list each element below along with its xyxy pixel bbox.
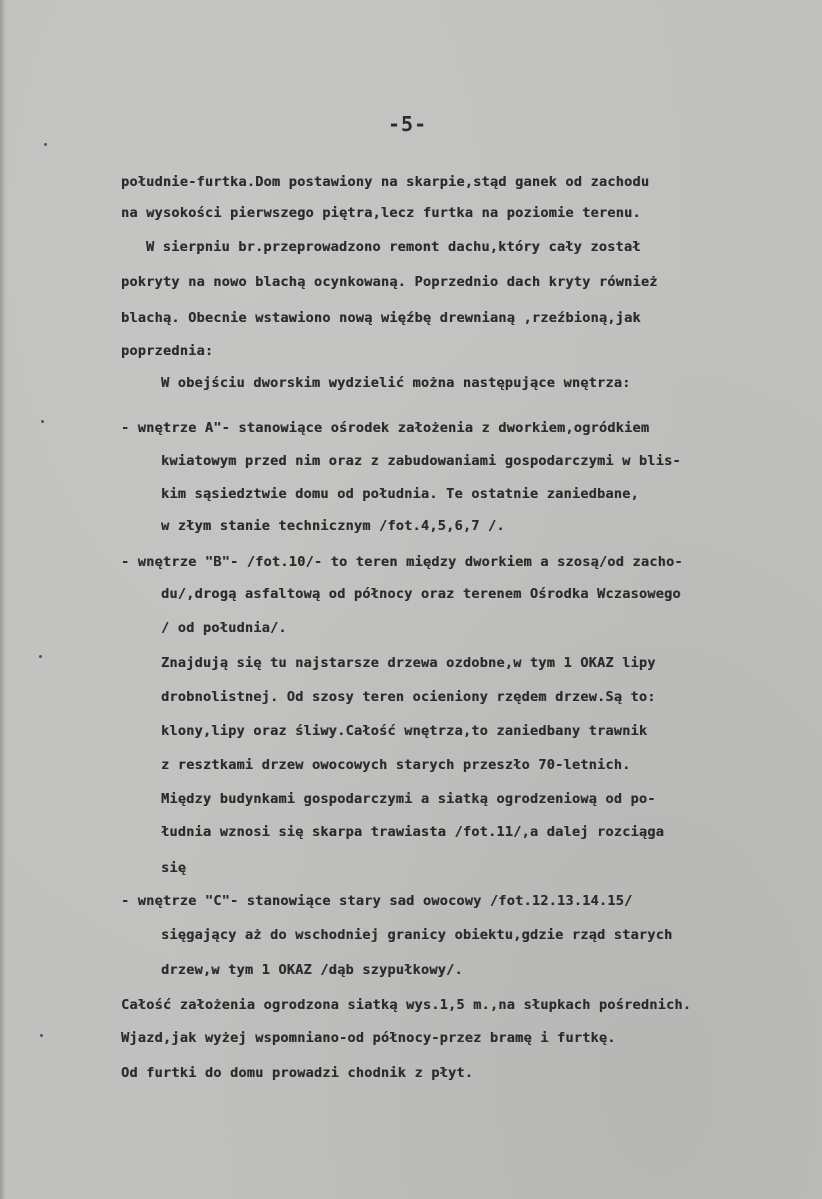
- text-line: du/,drogą asfaltową od północy oraz terenem Ośrodka Wczasowego: [161, 586, 681, 602]
- text-line: blachą. Obecnie wstawiono nową więźbę drewnianą ,rzeźbioną,jak: [121, 310, 641, 326]
- text-line: Znajdują się tu najstarsze drzewa ozdobne,w tym 1 OKAZ lipy: [161, 655, 656, 671]
- page-edge-shadow: [0, 0, 6, 1199]
- text-line: klony,lipy oraz śliwy.Całość wnętrza,to zaniedbany trawnik: [161, 723, 648, 739]
- text-line: na wysokości pierwszego piętra,lecz furtka na poziomie terenu.: [121, 205, 641, 221]
- text-line: Od furtki do domu prowadzi chodnik z płyt.: [121, 1065, 474, 1081]
- paper-speck: [44, 143, 47, 146]
- text-line: drzew,w tym 1 OKAZ /dąb szypułkowy/.: [161, 962, 463, 978]
- text-line: pokryty na nowo blachą ocynkowaną. Poprzednio dach kryty również: [121, 274, 658, 290]
- text-line: kim sąsiedztwie domu od południa. Te ostatnie zaniedbane,: [161, 486, 639, 502]
- text-line: - wnętrze A"- stanowiące ośrodek założenia z dworkiem,ogródkiem: [121, 420, 650, 436]
- text-line: Całość założenia ogrodzona siatką wys.1,5 m.,na słupkach pośrednich.: [121, 997, 692, 1013]
- text-line: w złym stanie technicznym /fot.4,5,6,7 /.: [161, 518, 505, 534]
- text-line: - wnętrze "C"- stanowiące stary sad owocowy /fot.12.13.14.15/: [121, 893, 633, 909]
- text-line: kwiatowym przed nim oraz z zabudowaniami gospodarczymi w blis-: [161, 453, 681, 469]
- text-line: W obejściu dworskim wydzielić można następujące wnętrza:: [161, 375, 631, 391]
- text-line: / od południa/.: [161, 620, 287, 636]
- text-line: Między budynkami gospodarczymi a siatką ogrodzeniową od po-: [161, 791, 656, 807]
- text-line: - wnętrze "B"- /fot.10/- to teren między dworkiem a szosą/od zacho-: [121, 554, 683, 570]
- paper-speck: [40, 1034, 43, 1037]
- text-line: z resztkami drzew owocowych starych przeszło 70-letnich.: [161, 757, 631, 773]
- paper-speck: [41, 420, 44, 423]
- text-line: Wjazd,jak wyżej wspomniano-od północy-przez bramę i furtkę.: [121, 1030, 616, 1046]
- text-line: W sierpniu br.przeprowadzono remont dachu,który cały został: [146, 239, 641, 255]
- text-line: poprzednia:: [121, 343, 214, 359]
- text-line: łudnia wznosi się skarpa trawiasta /fot.11/,a dalej rozciąga: [161, 824, 665, 840]
- paper-speck: [39, 655, 42, 658]
- text-line: sięgający aż do wschodniej granicy obiektu,gdzie rząd starych: [161, 927, 673, 943]
- text-line: drobnolistnej. Od szosy teren ocieniony rzędem drzew.Są to:: [161, 689, 656, 705]
- page-number: -5-: [388, 112, 428, 136]
- text-line: południe-furtka.Dom postawiony na skarpie,stąd ganek od zachodu: [121, 174, 650, 190]
- text-line: się: [161, 860, 187, 876]
